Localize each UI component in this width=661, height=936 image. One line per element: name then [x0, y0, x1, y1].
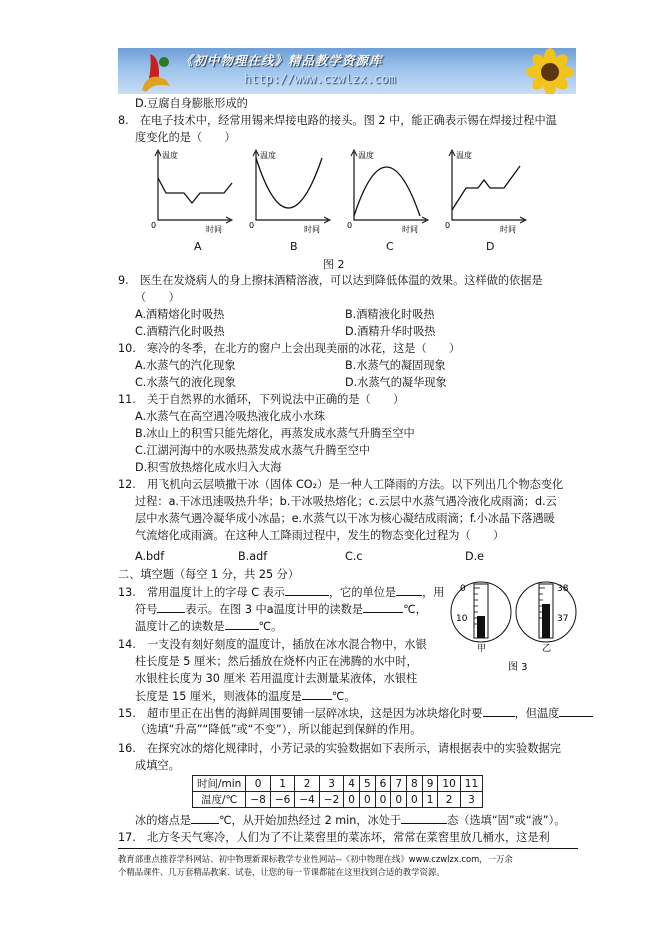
table-cell: 0: [359, 792, 375, 808]
jia-top-mark: 0: [460, 584, 466, 594]
footer-line-1: 教育部重点推荐学科网站、初中物理新课标教学专业性网站--《初中物理在线》www.czwlzx.com，一万余: [118, 854, 513, 864]
q8-stem-2: 度变化的是（ ）: [135, 131, 236, 144]
table-cell: 0: [407, 792, 423, 808]
footer-divider: [118, 848, 578, 849]
q12-stem-4: 气流熔化成雨滴。在这种人工降雨过程中，发生的物态变化过程为（ ）: [135, 529, 505, 542]
q11-option-a: A.水蒸气在高空遇冷吸热液化成小水珠: [135, 410, 326, 423]
q8-stem: 8. 在电子技术中，经常用锡来焊接电路的接头。图 2 中，能正确表示锡在焊接过程中温: [118, 114, 557, 127]
q13-line-3: 温度计乙的读数是 ℃。: [135, 617, 282, 635]
q14-line-3: 水银柱长度为 30 厘米 若用温度计去测量某液体，水银柱: [135, 672, 418, 685]
q9-stem: 9. 医生在发烧病人的身上擦抹酒精溶液，可以达到降低体温的效果。这样做的依据是: [118, 274, 543, 287]
fig2-origin-label: 0: [445, 221, 451, 230]
q16-line-2: 成填空。: [135, 759, 180, 772]
q15-blank-2[interactable]: [559, 704, 593, 717]
q13-blank-5[interactable]: [225, 617, 259, 630]
q13-blank-1[interactable]: [285, 583, 329, 596]
fig2-axis-x-label: 时间: [304, 225, 320, 234]
q16-data-table: [192, 775, 483, 808]
q11-option-c: C.江湖河海中的水吸热蒸发成水蒸气升腾至空中: [135, 444, 371, 457]
q13-blank-2[interactable]: [396, 583, 422, 596]
yi-mercury-column: [542, 604, 550, 638]
q10-option-c: C.水蒸气的液化现象: [135, 376, 236, 389]
fig2-axis-x-label: 时间: [206, 225, 222, 234]
q12-option-b: B.adf: [238, 550, 268, 563]
table-cell: 0: [391, 792, 407, 808]
q12-stem-2: 过程：a.干冰迅速吸热升华；b.干冰吸热熔化；c.云层中水蒸气遇冷液化成雨滴；d.云: [135, 495, 557, 508]
q9-stem-2: （ ）: [135, 291, 180, 304]
table-cell: −4: [295, 792, 319, 808]
fig2-label-d: D: [486, 240, 495, 253]
table-cell: 10: [438, 776, 460, 792]
fig2-curve-d: [452, 166, 520, 210]
section-2-heading: 二、填空题（每空 1 分，共 25 分）: [118, 568, 300, 581]
table-cell: −6: [270, 792, 294, 808]
sunflower-icon: [522, 48, 576, 94]
q14-line-4: 长度是 15 厘米，则液体的温度是 ℃。: [135, 687, 356, 705]
q12-option-c: C.c: [345, 550, 363, 563]
q10-stem: 10. 寒冷的冬季，在北方的窗户上会出现美丽的冰花，这是（ ）: [118, 342, 461, 355]
table-cell: 3: [460, 792, 482, 808]
fig2-axes: [158, 152, 230, 220]
banner-url: http://www.czwlzx.com: [244, 72, 396, 86]
q13-line-1: 13. 常用温度计上的字母 C 表示 ，它的单位是 ，用: [118, 583, 445, 601]
fig2-axis-arrows: [155, 150, 232, 223]
figure-3-thermometers: [450, 570, 580, 674]
fig2-curve-c: [354, 167, 420, 216]
fig2-origin-label: 0: [249, 221, 255, 230]
table-cell: 0: [246, 776, 270, 792]
q14-line-2: 柱长度是 5 厘米；然后插放在烧杯内正在沸腾的水中时，: [135, 655, 418, 668]
table-cell: 5: [359, 776, 375, 792]
q13-blank-4[interactable]: [363, 600, 403, 613]
q13-blank-3[interactable]: [157, 600, 185, 613]
q15-line-1: 15. 超市里正在出售的海鲜周围要铺一层碎冰块，这是因为冰块熔化时要 ，但温度: [118, 704, 593, 722]
q15-line-2: （选填“升高”“降低”或“不变”），所以能起到保鲜的作用。: [135, 723, 422, 736]
fig2-graph-c: [347, 150, 428, 234]
fig2-origin-label: 0: [347, 221, 353, 230]
fig2-axes: [354, 152, 426, 220]
table-cell: 7: [391, 776, 407, 792]
q10-option-a: A.水蒸气的汽化现象: [135, 359, 236, 372]
table-cell: 0: [344, 792, 360, 808]
fig2-axis-arrows: [449, 150, 526, 223]
table-cell: −2: [319, 792, 343, 808]
table-cell: −8: [246, 792, 270, 808]
q10-option-b: B.水蒸气的凝固现象: [345, 359, 446, 372]
q12-option-d: D.e: [465, 550, 485, 563]
table-cell: 6: [375, 776, 391, 792]
q10-option-d: D.水蒸气的凝华现象: [345, 376, 447, 389]
table-head-time: 时间/min: [193, 776, 246, 792]
fig2-label-b: B: [290, 240, 298, 253]
table-cell: 3: [319, 776, 343, 792]
table-cell: 2: [438, 792, 460, 808]
fig2-graph-b: [249, 150, 330, 234]
fig2-graph-d: [445, 150, 526, 234]
jia-name: 甲: [477, 644, 487, 654]
logo-icon: [136, 50, 176, 92]
fig2-axis-x-label: 时间: [402, 225, 418, 234]
fig2-label-a: A: [194, 240, 202, 253]
q9-option-d: D.酒精升华时吸热: [345, 325, 436, 338]
fig2-curve-b: [256, 158, 322, 208]
table-cell: 0: [375, 792, 391, 808]
q17-line-1: 17. 北方冬天气寒冷，人们为了不让菜窖里的菜冻坏，常常在菜窖里放几桶水，这是利: [118, 831, 550, 844]
table-cell: 1: [422, 792, 438, 808]
q14-blank[interactable]: [302, 687, 332, 700]
table-head-temp: 温度/℃: [193, 792, 246, 808]
table-cell: 8: [407, 776, 423, 792]
footer-line-2: 个精品课件、几万套精品教案、试卷，让您的每一节课都能在这里找到合适的教学资源。: [118, 867, 445, 877]
jia-bottom-mark: 10: [456, 614, 468, 624]
table-row: [193, 776, 483, 792]
fig2-axis-arrows: [351, 150, 428, 223]
q12-stem-3: 层中水蒸气遇冷凝华成小冰晶；e.水蒸气以干冰为核心凝结成雨滴；f.小冰晶下落遇暖: [135, 512, 555, 525]
fig2-caption: 图 2: [323, 258, 345, 271]
table-cell: 2: [295, 776, 319, 792]
fig2-curve-a: [158, 178, 232, 203]
q11-option-d: D.积雪放热熔化成水归入大海: [135, 461, 282, 474]
q16-line-3: 冰的熔点是 ℃，从开始加热经过 2 min，冰处于 态（选填“固”或“液”）。: [135, 811, 565, 829]
q15-blank-1[interactable]: [483, 704, 515, 717]
q16-blank-2[interactable]: [401, 811, 447, 824]
q12-stem: 12. 用飞机向云层喷撒干冰（固体 CO₂）是一种人工降雨的方法。以下列出几个物态变化: [118, 478, 564, 491]
q11-option-b: B.冰山上的积雪只能先熔化，再蒸发成水蒸气升腾至空中: [135, 427, 415, 440]
header-banner: [118, 48, 576, 94]
fig2-axis-x-label: 时间: [500, 225, 516, 234]
q9-option-a: A.酒精熔化时吸热: [135, 308, 225, 321]
fig2-axis-y-label: 温度: [260, 151, 276, 160]
q11-stem: 11. 关于自然界的水循环，下列说法中正确的是（ ）: [118, 393, 405, 406]
table-row: [193, 792, 483, 808]
table-cell: 9: [422, 776, 438, 792]
jia-mercury-column: [477, 616, 485, 638]
q12-option-a: A.bdf: [135, 550, 165, 563]
fig3-caption: 图 3: [508, 662, 528, 673]
yi-top-mark: 38: [557, 584, 569, 594]
fig2-graph-a: [151, 150, 232, 234]
q14-line-1: 14. 一支没有刻好刻度的温度计，插放在冰水混合物中，水银: [118, 638, 427, 651]
q16-line-1: 16. 在探究冰的熔化规律时，小芳记录的实验数据如下表所示，请根据表中的实验数据完: [118, 742, 561, 755]
figure-2-graphs: [150, 148, 550, 238]
fig2-axis-y-label: 温度: [358, 151, 374, 160]
yi-name: 乙: [542, 644, 552, 654]
q16-blank-1[interactable]: [191, 811, 219, 824]
fig2-axis-y-label: 温度: [162, 151, 178, 160]
table-cell: 1: [270, 776, 294, 792]
fig2-origin-label: 0: [151, 221, 157, 230]
fig2-axis-arrows: [253, 150, 330, 223]
table-cell: 4: [344, 776, 360, 792]
banner-title: 《初中物理在线》精品教学资源库: [180, 53, 383, 68]
yi-bottom-mark: 37: [557, 614, 569, 624]
q9-option-c: C.酒精汽化时吸热: [135, 325, 225, 338]
fig2-axis-y-label: 温度: [456, 151, 472, 160]
q7-option-d: D.豆腐自身膨胀形成的: [135, 97, 248, 110]
q9-option-b: B.酒精液化时吸热: [345, 308, 435, 321]
q13-line-2: 符号 表示。在图 3 中a温度计甲的读数是 ℃，: [135, 600, 427, 618]
table-cell: 11: [460, 776, 482, 792]
fig2-label-c: C: [386, 240, 394, 253]
